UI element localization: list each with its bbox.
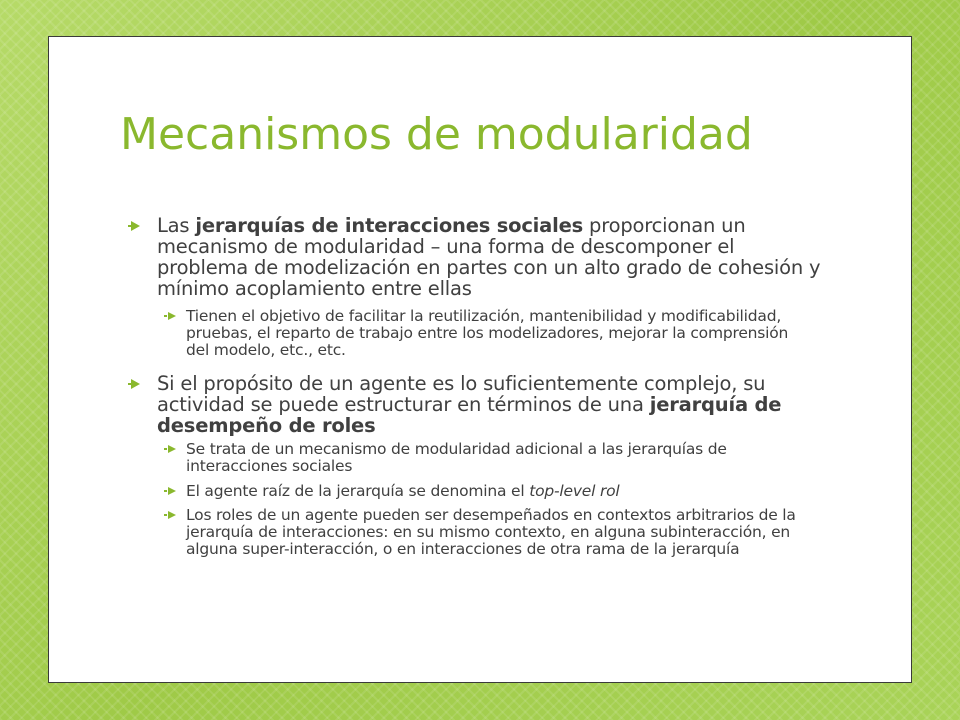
arrow-bullet-icon	[131, 221, 140, 231]
bullet-item-level2	[186, 483, 796, 500]
arrow-bullet-icon	[131, 379, 140, 389]
bullet-text-part: proporcionan un mecanismo de modularidad – una forma de descomponer el problema de modelización en partes con un alto grado de cohesión y mínimo acoplamiento entre ellas	[157, 214, 821, 300]
bullet-text: Los roles de un agente pueden ser desempeñados en contextos arbitrarios de la jerarquía de interacciones: en su mismo contexto, en alguna subinteracción, en alguna super-interacción, o en interacciones de otra rama de la jerarquía	[186, 506, 796, 558]
arrow-bullet-icon	[168, 312, 176, 320]
bullet-text-bold: jerarquía de desempeño de roles	[157, 393, 782, 437]
bullet-text-part: Las	[157, 214, 196, 237]
bullet-text: Se trata de un mecanismo de modularidad adicional a las jerarquías de interacciones sociales	[186, 440, 727, 475]
bullet-text-part: El agente raíz de la jerarquía se denomina el	[186, 482, 530, 500]
arrow-bullet-icon	[168, 487, 176, 495]
bullet-text-bold: jerarquías de interacciones sociales	[195, 214, 584, 237]
bullet-text-part: Si el propósito de un agente es lo suficientemente complejo, su actividad se puede estructurar en términos de una	[157, 372, 766, 416]
bullet-text-italic: top-level rol	[529, 482, 620, 500]
bullet-item-level1	[157, 373, 827, 436]
slide-title: Mecanismos de modularidad	[120, 109, 753, 160]
arrow-bullet-icon	[168, 445, 176, 453]
bullet-item-level1	[157, 215, 827, 299]
arrow-bullet-icon	[168, 511, 176, 519]
bullet-text: Tienen el objetivo de facilitar la reutilización, mantenibilidad y modificabilidad, pruebas, el reparto de trabajo entre los modelizadores, mejorar la comprensión del modelo, etc., etc.	[186, 307, 789, 359]
bullet-item-level2	[186, 441, 796, 475]
bullet-text	[186, 483, 796, 500]
bullet-item-level2	[186, 507, 796, 558]
bullet-text	[157, 373, 827, 436]
bullet-text	[157, 215, 827, 299]
bullet-item-level2	[186, 308, 796, 359]
